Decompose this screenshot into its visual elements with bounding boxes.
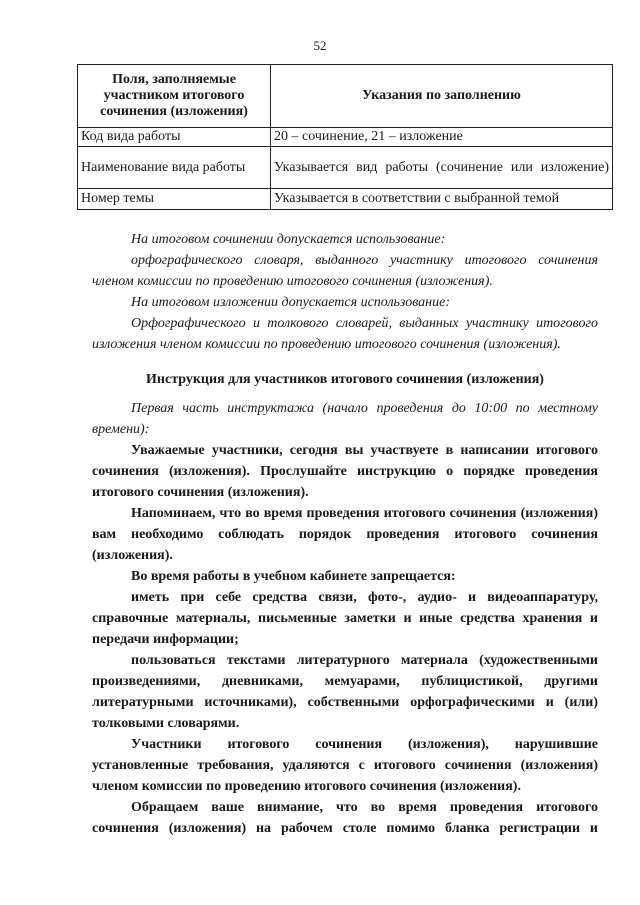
section-heading: Инструкция для участников итогового сочинения (изложения) — [146, 372, 544, 387]
cell-instruction: Указывается вид работы (сочинение или изложение) — [271, 147, 613, 189]
paragraph: пользоваться текстами литературного материала (художественными произведениями, дневниками, мемуарами, публицистикой, другими литературными источниками), собственными орфографическими и (или) толковыми словарями. — [92, 653, 598, 731]
paragraph: орфографического словаря, выданного участнику итогового сочинения членом комиссии по проведению итогового сочинения (изложения). — [92, 253, 598, 289]
table-row — [78, 128, 613, 147]
header-fields: Поля, заполняемые участником итогового сочинения (изложения) — [78, 65, 271, 128]
paragraph: Во время работы в учебном кабинете запрещается: — [131, 569, 456, 584]
paragraph: Обращаем ваше внимание, что во время проведения итогового сочинения (изложения) на рабочем столе помимо бланка регистрации и — [92, 800, 598, 836]
table-row — [78, 189, 613, 210]
paragraph: На итоговом изложении допускается использование: — [131, 295, 451, 310]
cell-field: Наименование вида работы — [78, 147, 271, 189]
paragraph: иметь при себе средства связи, фото-, аудио- и видеоаппаратуру, справочные материалы, письменные заметки и иные средства хранения и передачи информации; — [92, 590, 598, 647]
paragraph: Орфографического и толкового словарей, выданных участнику итогового изложения членом комиссии по проведению итогового сочинения (изложения). — [92, 316, 598, 352]
paragraph: На итоговом сочинении допускается использование: — [131, 232, 446, 247]
fields-table — [77, 64, 613, 210]
paragraph: Напоминаем, что во время проведения итогового сочинения (изложения) вам необходимо соблюдать порядок проведения итогового сочинения (изложения). — [92, 506, 598, 563]
page-number: 52 — [313, 38, 327, 53]
cell-field: Код вида работы — [78, 128, 271, 147]
paragraph: Участники итогового сочинения (изложения), нарушившие установленные требования, удаляются с итогового сочинения (изложения) членом комиссии по проведению итогового сочинения (изложения). — [92, 737, 598, 794]
cell-field: Номер темы — [78, 189, 271, 210]
table-header-row — [78, 65, 613, 128]
cell-instruction: Указывается в соответствии с выбранной темой — [271, 189, 613, 210]
table-row — [78, 147, 613, 189]
paragraph: Уважаемые участники, сегодня вы участвуете в написании итогового сочинения (изложения). Прослушайте инструкцию о порядке проведения итогового сочинения (изложения). — [92, 443, 598, 500]
paragraph: Первая часть инструктажа (начало проведения до 10:00 по местному времени): — [92, 401, 598, 437]
cell-instruction: 20 – сочинение, 21 – изложение — [271, 128, 613, 147]
document-body — [92, 229, 598, 839]
header-instructions: Указания по заполнению — [271, 65, 613, 128]
